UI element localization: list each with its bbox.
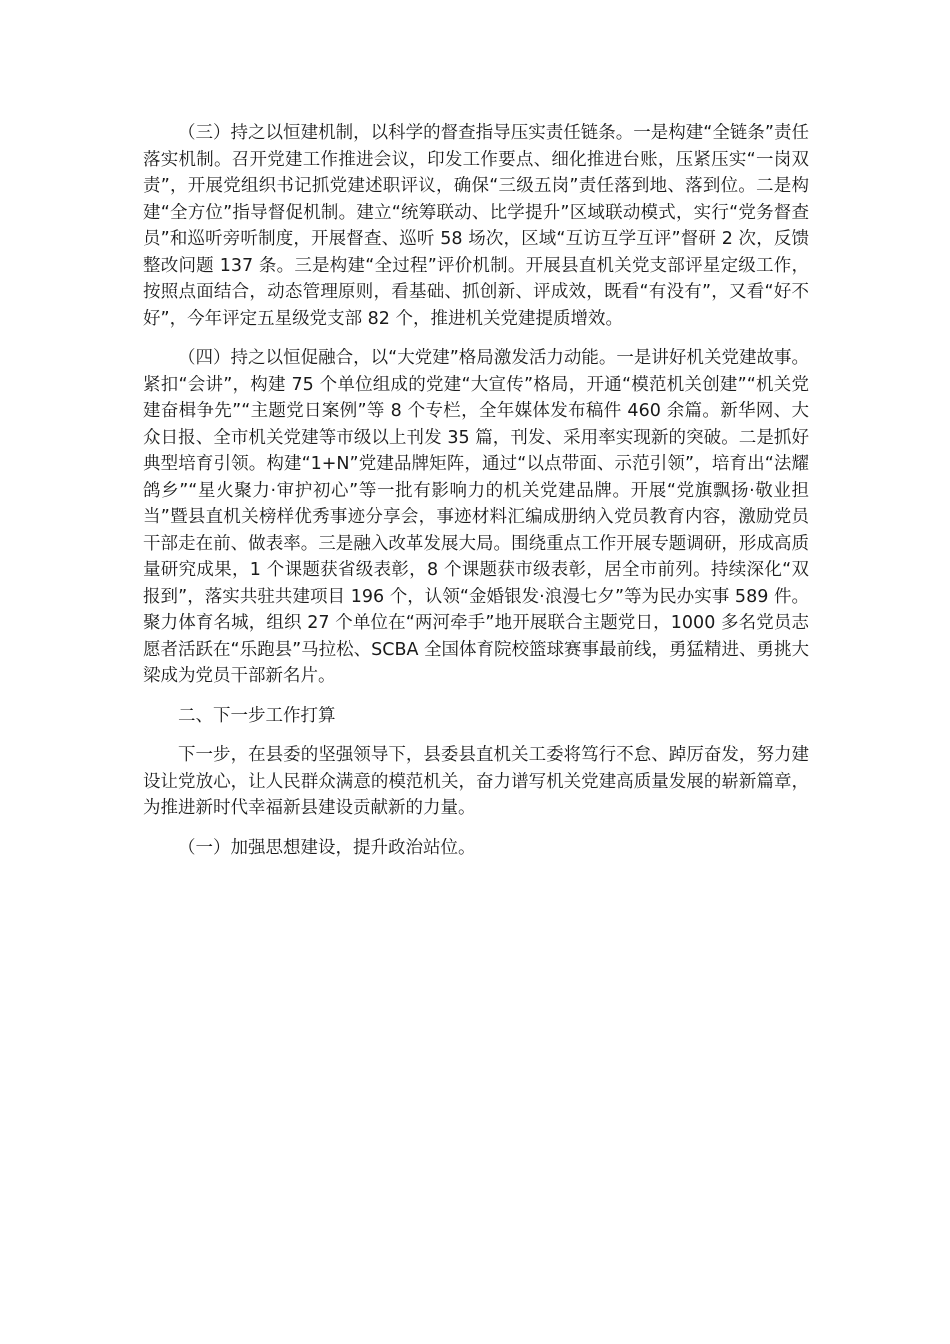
paragraph-next-step: 下一步，在县委的坚强领导下，县委县直机关工委将笃行不怠、踔厉奋发，努力建设让党放心，让人民群众满意的模范机关，奋力谱写机关党建高质量发展的崭新篇章，为推进新时代幸福新县建设贡献新的力量。	[143, 745, 809, 818]
section-heading: 二、下一步工作打算	[178, 705, 336, 726]
paragraph-integration: （四）持之以恒促融合，以“大党建”格局激发活力动能。一是讲好机关党建故事。紧扣“会讲”，构建 75 个单位组成的党建“大宣传”格局，开通“模范机关创建”“机关党建奋楫争先”“主题党日案例”等 8 个专栏，全年媒体发布稿件 460 余篇。新华网、大众日报、全市机关党建等市级以上刊发 35 篇，刊发、采用率实现新的突破。二是抓好典型培育引领。构建“1+N”党建品牌矩阵，通过“以点带面、示范引领”，培育出“法耀鸽乡”“星火聚力·审护初心”等一批有影响力的机关党建品牌。开展“党旗飘扬·敬业担当”暨县直机关榜样优秀事迹分享会，事迹材料汇编成册纳入党员教育内容，激励党员干部走在前、做表率。三是融入改革发展大局。围绕重点工作开展专题调研，形成高质量研究成果，1 个课题获省级表彰，8 个课题获市级表彰，居全市前列。持续深化“双报到”，落实共驻共建项目 196 个，认领“金婚银发·浪漫七夕”等为民办实事 589 件。聚力体育名城，组织 27 个单位在“两河牵手”地开展联合主题党日，1000 多名党员志愿者活跃在“乐跑县”马拉松、SCBA 全国体育院校篮球赛事最前线，勇猛精进、勇挑大梁成为党员干部新名片。	[143, 348, 809, 686]
sub-heading: （一）加强思想建设，提升政治站位。	[178, 837, 476, 858]
paragraph-mechanism: （三）持之以恒建机制，以科学的督查指导压实责任链条。一是构建“全链条”责任落实机制。召开党建工作推进会议，印发工作要点、细化推进台账，压紧压实“一岗双责”，开展党组织书记抓党建述职评议，确保“三级五岗”责任落到地、落到位。二是构建“全方位”指导督促机制。建立“统筹联动、比学提升”区域联动模式，实行“党务督查员”和巡听旁听制度，开展督查、巡听 58 场次，区域“互访互学互评”督研 2 次，反馈整改问题 137 条。三是构建“全过程”评价机制。开展县直机关党支部评星定级工作，按照点面结合，动态管理原则，看基础、抓创新、评成效，既看“有没有”，又看“好不好”，今年评定五星级党支部 82 个，推进机关党建提质增效。	[143, 123, 810, 329]
document-page	[143, 120, 809, 874]
